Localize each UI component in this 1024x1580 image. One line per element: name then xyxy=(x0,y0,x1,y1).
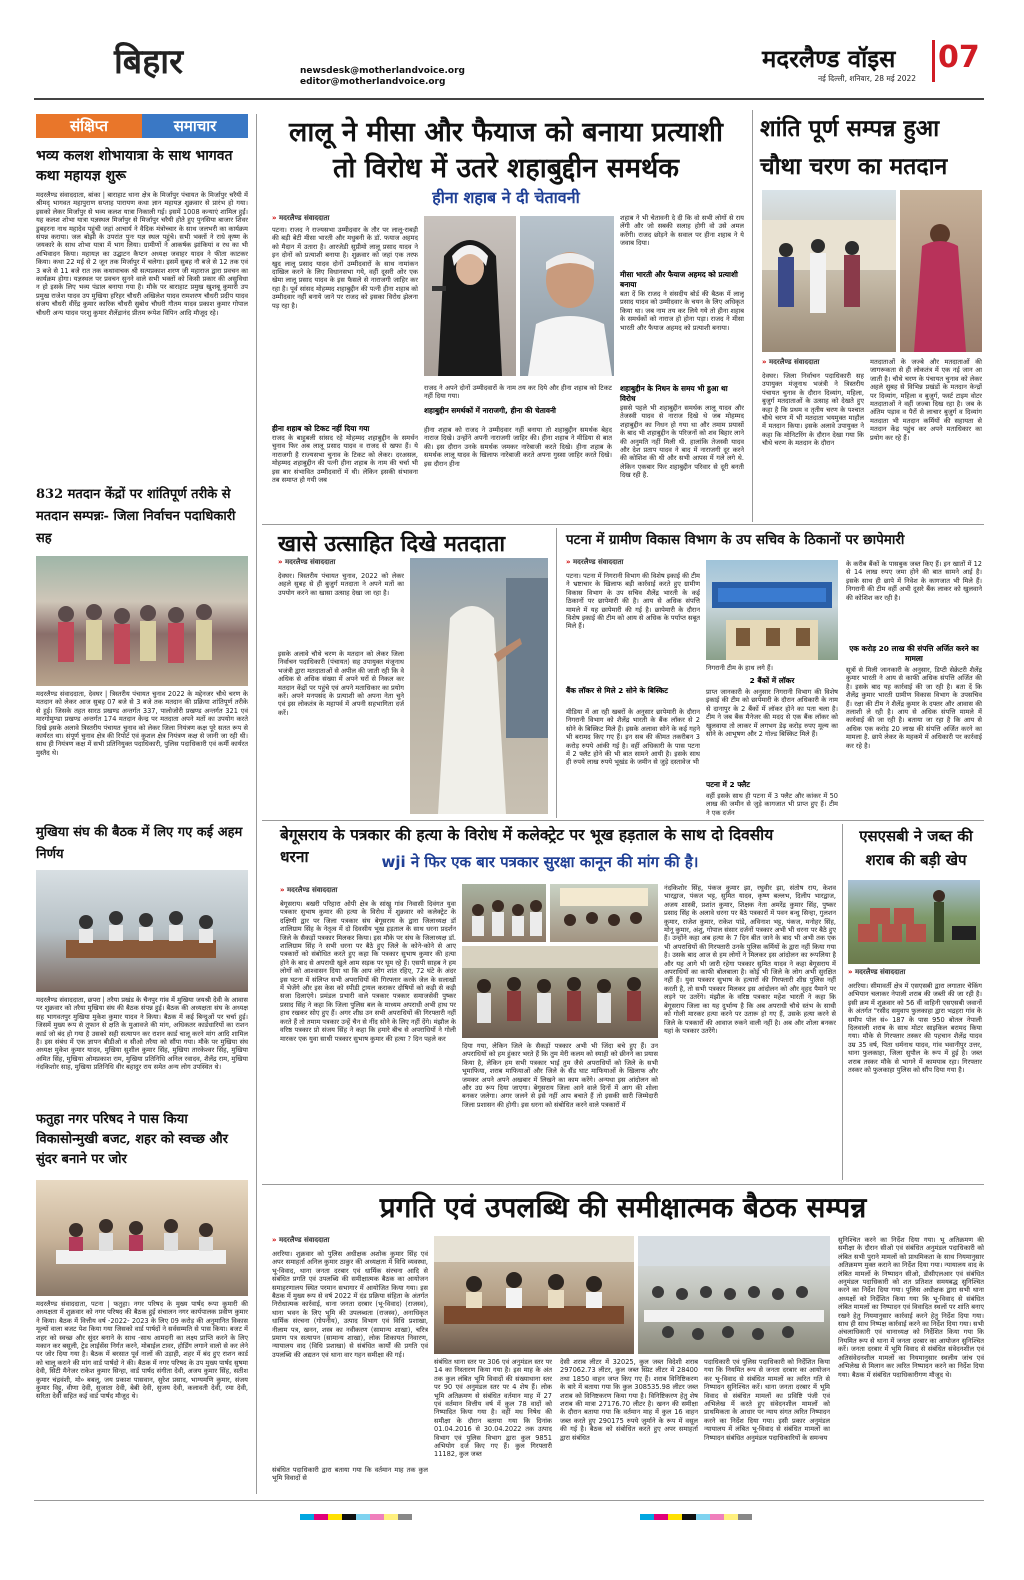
lead-col2-subhead: शहाबुद्दीन समर्थकों में नाराजगी, हीना की चेतावनी xyxy=(424,406,556,415)
sidebar-story-3-text: मदरलैण्ड संवाददाता, छपरा | तरैया प्रखंड के चैनपुर गांव में मुखिया जयश्री देवी के आवास पर शुक्रवार को तरैया मुखिया संघ की बैठक संपन्न हुई। बैठक की अध्यक्षता संघ के अध्यक्ष सह भागवतपुर मुखिया मुकेश कुमार यादव ने किया। बैठक में कई बिन्दुओं पर चर्चा हुई। जिसमें मुख्य रूप से तूफान से क्षति के मुआवजे की मांग, अधिकतर कार्डधारियों का राशन कार्ड जो बंद हो गया है उसको सही सत्यापन कर राशन कार्ड चालू करने मांग आदि शामिल है। इस संबंध में एक ज्ञापन बीडीओ व सीओ तरैया को सौंपा गया। मौके पर मुखिया संघ अध्यक्ष मुकेश कुमार यादव, मुखिया सुशील कुमार सिंह, मुखिया तारकेश्वर सिंह, मुखिया अमित सिंह, मुखिया ओमप्रकाश राम, मुखिया प्रतिनिधि अनिल रवादव, शैलेंद्र राम, मुखिया नंदकिशोर साह, मुखिया प्रतिनिधि वीर बहादुर राय समेत अन्य लोग उपस्थित थे। xyxy=(36,996,248,1072)
peace-headline: शांति पूर्ण सम्पन्न हुआ चौथा चरण का मतदान xyxy=(760,115,948,180)
heena-shahab-photo xyxy=(424,216,516,376)
review-col1-text: अररिया। शुक्रवार को पुलिस अधीक्षक अशोक कुमार सिंह एवं अपर समाहर्ता अनिल कुमार ठाकुर की अध्यक्षता में विधि व्यवस्था, भू-विवाद, थाना जनता दरबार एवं धार्मिक संरचना आदि से संबंधित प्रगति एवं उपलब्धि की समीक्षात्मक बैठक का आयोजन समाहरणालय स्थित परमान सभागार में आयोजित किया गया। इस बैठक में मुख्य रूप से वर्ष 2022 में दंड प्रक्रिया संहिता के अंतर्गत निरोधात्मक कार्रवाई, थाना जनता दरबार (भू-विवाद) (राजस्व), थाना भवन के लिए भूमि की उपलब्धता (राजस्व), अनाधिकृत धार्मिक संरचना (गोपनीय), उत्पाद विभाग एवं विधि प्रशाखा, नीलाम पत्र, खनन, शस्त्र का नवीकरण (सामान्य शाखा), चरित्र प्रमाण पत्र सत्यापन (सामान्य शाखा), लोक शिकायत निवारण, न्यायालय वाद (विधि प्रशाखा) से संबंधित कार्यों की प्रगति एवं उपलब्धि की अद्यतन एवं थाना वार गहन समीक्षा की गई। xyxy=(272,1250,428,1359)
print-registration-bar xyxy=(300,1514,412,1520)
lead-col3-text: शहाब ने भी चेतावनी दे दी कि वो सभी लोगों से राय लेंगी और जो सबकी सलाह होगी वो उसे अमल करेंगी। राजद छोड़ने के सवाल पर हीना शहाब ने ये जवाब दिया। xyxy=(620,214,744,248)
raid-col1-text: पटना। पटना में निगरानी विभाग की विशेष इकाई की टीम ने भ्रष्टाचार के खिलाफ बड़ी कार्रवाई करते हुए ग्रामीण विकास विभाग के उप सचिव शैलेंद्र भारती के कई ठिकानों पर छापेमारी की है। आय से अधिक संपत्ति मामले में यह छापेमारी की गई है। छापेमारी के दौरान विशेष इकाई की टीम को आय से अधिक के पर्याप्त सबूत मिले हैं। xyxy=(566,572,700,631)
header-rule xyxy=(34,98,984,100)
masthead-divider xyxy=(932,40,935,82)
lead-col3-subhead2: शहाबुद्दीन के निधन के समय भी हुआ था विरोध xyxy=(620,384,728,403)
ssb-text: अररिया। सीमावर्ती क्षेत्र में एसएसबी द्वारा लगातार चेकिंग अभियान चलाकर नेपाली शराब की जब्ती की जा रही है। इसी क्रम में शुक्रवार को 56 वीं वाहिनी एसएसबी जवानों के अंतर्गत "रसीद समुवाप फुलकाहा द्वारा भद्रहरा गांव के समीप पोल सं० 187 के पास 950 बोतल नेपाली दिलवाली शराब के साथ मोटर साइकिल बरामद किया गया। मौके से गिरफ्तार तस्कर की पहचान शैलेंद्र यादव उम्र 35 वर्ष, पिता धर्मनाथ यादव, गांव भवानीपुर उत्तर, थाना फुलकाहा, जिला सुपौल के रूप में हुई है। जब्त शराब तस्कर मौके से भागने में कामयाब रहा। गिरफ्तार तस्कर को फुलकाहा पुलिस को सौंप दिया गया है। xyxy=(848,982,982,1075)
ssb-byline: » मदरलैण्ड संवाददाता xyxy=(848,968,905,977)
review-col1b-text: संबंधित पदाधिकारी द्वारा बताया गया कि वर्तमान माह तक कुल भूमि विवादों से xyxy=(272,1466,428,1483)
sidebar-story-3-title: मुखिया संघ की बैठक में लिए गए कई अहम निर्णय xyxy=(36,825,243,862)
dateline: नई दिल्ली, शनिवार, 28 मई 2022 xyxy=(818,74,917,83)
email-editor[interactable]: editor@motherlandvoice.org xyxy=(300,77,446,87)
vigilance-bureau-photo xyxy=(706,560,838,660)
print-registration-bar xyxy=(640,1514,752,1520)
lead-col3-subhead: मीसा भारती और फैयाज अहमद को प्रत्याशी बनाया xyxy=(620,270,738,289)
footer-rule xyxy=(34,1500,984,1501)
raid-headline: पटना में ग्रामीण विकास विभाग के उप सचिव के ठिकानों पर छापेमारी xyxy=(566,532,905,548)
review-byline: » मदरलैण्ड संवाददाता xyxy=(272,1236,329,1245)
voters-headline: खासे उत्साहित दिखे मतदाता xyxy=(278,531,506,557)
section-rule xyxy=(262,820,984,821)
section-rule xyxy=(262,524,984,525)
ssb-headline: एसएसबी ने जब्त की शराब की बड़ी खेप xyxy=(859,827,973,869)
section-title: बिहार xyxy=(114,42,183,82)
lead-col1-text: पटना। राजद ने राज्यसभा उम्मीदवार के तौर पर लालू-राबड़ी की बड़ी बेटी मीसा भारती और मधुबनी के डॉ. फयाज अहमद को मैदान में उतारा है। आरजेडी सुप्रीमो लालू प्रसाद यादव ने इन दोनों को प्रत्याशी बनाया है। शुक्रवार को जहां एक तरफ खुद लालू प्रसाद यादव दोनों उम्मीदवारों के साथ नामांकन दाखिल करने के लिए विधानसभा गये, वहीं दूसरी ओर एक खेमा लालू प्रसाद यादव के इस फैसले से नाराजगी जाहिर कर रहा है। पूर्व सांसद मोहम्मद शहाबुद्दीन की पत्नी हीना शहाब को उम्मीदवार नहीं बनाये जाने पर राजद को इसका विरोध झेलना पड़ रहा है। xyxy=(272,226,418,310)
protest-photo-1 xyxy=(462,884,546,942)
begusarai-subhead: wji ने फिर एक बार पत्रकार सुरक्षा कानून की मांग की है। xyxy=(381,853,699,871)
review-col3-text: देसी शराब लीटर में 32025, कुल जब्त विदेशी शराब 297062.73 लीटर, कुल जब्त स्प्रिट लीटर में 28400 तथा 1850 वाहन जप्त किए गए हैं। शराब विनिष्टिकरण के बारे में बताया गया कि कुल 308535.98 लीटर जब्त शराब को विनिष्टकरण किया गया है। विनिष्टिकरण हेतु शेष शराब की मात्रा 27176.70 लीटर है। खनन की समीक्षा के दौरान बताया गया कि वर्तमान माह में कुल 16 वाहन जब्त करते हुए 290175 रुपये जुर्माने के रूप में वसूल की गई है। बैठक को संबोधित करते हुए अपर समाहर्ता द्वारा संबंधित xyxy=(560,1358,698,1442)
email-newsdesk[interactable]: newsdesk@motherlandvoice.org xyxy=(300,66,465,76)
page-number: 07 xyxy=(938,40,980,75)
review-col4-text: पदाधिकारी एवं पुलिस पदाधिकारी को निर्देशित किया गया कि नियमित रूप से जनता दरबार का आयोजन कर भू-विवाद से संबंधित मामलों का त्वरित गति से निष्पादन सुनिश्चित करें। थाना जनता दरबार में भूमि विवाद से संबंधित मामलों का प्रविष्टि पंजी एवं अभिलेख में करते हुए संवेदनशील मामलों को प्राथमिकता के आधार पर न्याय संगत त्वरित निष्पादन करने का निर्देश दिया गया। इसी प्रकार अनुमंडल न्यायालय में लंबित भू-विवाद से संबंधित मामलों का निष्पादन संबंधित अनुमंडल पदाधिकारियों के समन्वय xyxy=(704,1358,830,1442)
begusarai-headline: बेगूसराय के पत्रकार की हत्या के विरोध में कलेक्ट्रेट पर भूख हड़ताल के साथ दो दिवसीय धरना xyxy=(280,826,774,866)
polling-booth-photo-2 xyxy=(900,190,982,352)
sidebar-story-2-text: मदरलैण्ड संवाददाता, देवघर | त्रिस्तरीय पंचायत चुनाव 2022 के मद्देनजर चौथे चरण के मतदान को लेकर आज सुबह 07 बजे से 3 बजे तक मतदान की प्रक्रिया शांतिपूर्ण तरीके से हुई। जिसके तहत सारठ प्रखण्ड अन्तर्गत 337, पालोजोरी प्रखण्ड अन्तर्गत 321 एवं मारगोमुण्डा प्रखण्ड अन्तर्गत 174 मतदान केन्द्र पर मतदाता अपने मतों का उपयोग करते दिखे इसके अलावे त्रिस्तरीय पंचायत चुनाव को लेकर जिला नियंत्रण कक्ष पूरे सतत रूप से कार्यरत था। संपूर्ण चुनाव क्षेत्र की रिपोर्ट एवं कुशल क्षेत्र नियंत्रण कक्ष से जानी जा रही थी। साथ ही नियंत्रण कक्ष में सभी प्रतिनियुक्त पदाधिकारी, पुलिस पदाधिकारी एवं कर्मी कार्यरत मुस्तैद थे। xyxy=(36,690,248,757)
lead-subhead: हीना शहाब ने दी चेतावनी xyxy=(432,188,580,207)
section-rule xyxy=(262,1184,984,1185)
sidebar-story-1-title: भव्य कलश शोभायात्रा के साथ भागवत कथा महायज्ञ शुरू xyxy=(36,148,233,184)
raid-col2-subhead2: पटना में 2 फ्लैट xyxy=(706,780,751,789)
voters-text-1: देवघर। त्रिस्तरीय पंचायत चुनाव, 2022 को लेकर अहले सुबह से ही बुजुर्ग मतदाता ने अपने मतों का उपयोग करने का खासा उत्साह देखा जा रहा है। xyxy=(278,572,404,597)
raid-photo-caption: निगरानी टीम के हाथ लगे हैं। xyxy=(706,664,773,672)
raid-col3-text: के करीब बैंकों के पासबुक जब्त किए हैं। इन खातों में 12 से 14 लाख रुपए जमा होने की बात सामने आई है। इसके साथ ही छापे में निवेश के कागजात भी मिले हैं। निगरानी की टीम वहीं अभी दूसरे बैंक लाकर को खुलवाने की कोशिश कर रही है। xyxy=(846,560,982,602)
review-col5-text: सुनिश्चित करने का निर्देश दिया गया। भू अतिक्रमण की समीक्षा के दौरान सीओ एवं संबंधित अनुमंडल पदाधिकारी को लंबित सभी पुराने मामलों को प्राथमिकता के साथ नियमानुसार अतिक्रमण मुक्त कराने का निर्देश दिया गया। न्यायालय वाद के लंबित मामलों के निष्पादन सीओ, डीसीएलआर एवं संबंधित अनुमंडल पदाधिकारी को शत प्रतिशत समयबद्ध सुनिश्चित करने का निर्देश दिया गया। पुलिस अधीक्षक द्वारा सभी थाना अध्यक्षों को निर्देशित किया गया कि भू-विवाद से संबंधित लंबित मामलों का निष्पादन एवं विवादित स्थलों पर शांति बनाए रखने हेतु नियमानुसार कार्रवाई करने हेतु निर्देश दिया गया। साथ ही साथ निष्पक्ष कार्रवाई करने का निर्देश दिया गया। सभी अंचलाधिकारी एवं थानाध्यक्ष को निर्देशित किया गया कि नियमित रूप से थाना में जनता दरबार का आयोजन सुनिश्चित करें। जनता दरबार में भूमि विवाद से संबंधित संवेदनशील एवं अतिसंवेदनशील मामलों का नियमानुसार स्थलीय जांच एवं अभिलेख से मिलान कर त्वरित निष्पादन करने का निर्देश दिया गया। बैठक में संबंधित पदाधिकारीगण मौजूद थे। xyxy=(838,1236,984,1379)
raid-col2-subhead: 2 बैंकों में लॉकर xyxy=(749,676,795,685)
lalu-yadav-photo xyxy=(520,216,614,376)
lead-col1b-text: राजद के बाहुबली सांसद रहे मोहम्मद शहाबुद्दीन के समर्थन चुनाव फिर अब लालू प्रसाद यादव व राजद से खफा हैं। ये नाराजगी है राज्यसभा चुनाव के टिकट को लेकर। दरअसल, मोहम्मद शहाबुद्दीन की पत्नी हीना शहाब के नाम की चर्चा भी इस बार संभावित उम्मीदवारों में थी। लेकिन इसकी संभावना तब समाप्त हो गयी जब xyxy=(272,434,418,485)
sidebar-ribbon xyxy=(36,114,248,138)
sidebar-story-2-title: 832 मतदान केंद्रों पर शांतिपूर्ण तरीके से मतदान सम्पन्नः- जिला निर्वाचन पदाधिकारी सह xyxy=(36,487,236,546)
lead-col1-subhead: हीना शहाब को टिकट नहीं दिया गया xyxy=(272,424,370,433)
lead-col3c-text: इससे पहले भी शहाबुद्दीन समर्थक लालू यादव और तेजस्वी यादव से नाराज दिखे थे जब मोहम्मद शहाबुद्दीन का निधन हो गया था और तमाम प्रयासों के बाद भी शहाबुद्दीन के परिजनों को शव बिहार लाने की अनुमति नहीं मिली थी. हालांकि तेजस्वी यादव और देश प्रताप यादव ने बाद में नाराजगी दूर करने की कोशिश की थी और सभी आपस में गले लगे थे. लेकिन एकबार फिर शहाबुद्दीन परिवार से दूरी बनती दिख रही है. xyxy=(620,404,744,480)
column-divider xyxy=(752,110,753,522)
review-meeting-photo-2 xyxy=(638,1236,830,1354)
lead-col2b-text: हीना शहाब को राजद ने उम्मीदवार नहीं बनाया तो शहाबुद्दीन समर्थक बेहद नाराज दिखे। उन्होंने अपनी नाराजगी जाहिर की। हीना शहाब ने मीडिया से बात की। इस दौरान उनके समर्थक जमकर नारेबाजी करते दिखे। हीना शहाब के समर्थक लालू यादव के खिलाफ नारेबाजी करते अपना गुस्सा जाहिर करते दिखे। इस दौरान हीना xyxy=(424,426,612,468)
lead-col2-text: राजद ने अपने दोनों उम्मीदवारों के नाम तय कर दिये और हीना शहाब को टिकट नहीं दिया गया। xyxy=(424,384,612,401)
nagar-parishad-photo xyxy=(36,1180,248,1296)
seized-liquor-photo xyxy=(848,880,980,964)
raid-col1-subhead: बैंक लॉकर से मिले 2 सोने के बिस्किट xyxy=(566,686,669,695)
raid-byline: » मदरलैण्ड संवाददाता xyxy=(566,558,623,567)
peace-byline: » मदरलैण्ड संवाददाता xyxy=(762,358,819,367)
protest-photo-3 xyxy=(462,946,658,1038)
lead-byline: » मदरलैण्ड संवाददाता xyxy=(272,214,329,223)
protest-photo-2 xyxy=(550,884,658,942)
voters-text-2: इसके अलावे चौथे चरण के मतदान को लेकर जिला निर्वाचन पदाधिकारी (पंचायत) सह उपायुक्त मंजूनाथ भजंत्री द्वारा मतदाताओं से अपील की जाती रही कि वे अधिक से अधिक संख्या में अपने घरों से निकल कर मतदान केंद्रों पर पहुंचे एवं अपने मताधिकार का प्रयोग करें। अपने मनपसंद के प्रत्याशी को अपना नेता चुने एवं इस लोकतंत्र के महापर्व में अपनी सहभागिता दर्ज करें। xyxy=(278,650,404,717)
polling-booth-photo-1 xyxy=(762,190,896,352)
lead-col3b-text: बता दें कि राजद ने संसदीय बोर्ड की बैठक में लालू प्रसाद यादव को उम्मीदवार के चयन के लिए अधिकृत किया था। जब नाम तय कर लिये गये तो हीना शहाब के समर्थकों को नाराज हो होना पड़ा। राजद ने मीसा भारती और फैयाज अहमद को प्रत्याशी बनाया। xyxy=(620,290,744,332)
begusarai-col1-text: बेगूसराय। बखरी परिहारा ओपी क्षेत्र के सांखु गांव निवासी दिवंगत युवा पत्रकार सुभाष कुमार की हत्या के विरोध में शुक्रवार को कलेक्ट्रेट के दक्षिणी द्वार पर जिला पत्रकार संघ बेगूसराय के द्वारा जिलाध्यक्ष डॉ शालिग्राम सिंह के नेतृत्व में दो दिवसीय भूख हड़ताल के साथ धरना प्रदर्शन जिले के सैकड़ों पत्रकार मिलकर किया। इस मौके पर संघ के जिलाध्यक्ष डॉ. शालिग्राम सिंह ने सभी धरना पर बैठे हुए जिले के कोने-कोने से आए पत्रकारों को संबोधित करते हुए कहा कि पत्रकार सुभाष कुमार की हत्या होने के बाद से अपराधी खुले आम सड़क पर घूम रहे हैं। एसपी साहब ने हम लोगों को आश्वासन दिया था कि आप लोग शांत रहिए, 72 घंटे के अंदर इस घटना में संलिप्त सभी अपराधियों की गिरफ्तार करके जेल के सलाखों में भेजेंगे और इस केस को स्पीडी ट्रायल कराकर दोषियों को कड़ी से कड़ी सजा दिलाएंगे। प्रमंडल प्रभारी वाले पत्रकार पत्रकार समाजसेवी पुष्कर प्रसाद सिंह ने कहा कि जिला पुलिस बल के माध्यम अपराधी अभी हाथ पर हाथ रखकर सोए हुए हैं। अगर शीघ्र उन सभी अपराधियों की गिरफ्तारी नहीं करते हैं तो तमाम पत्रकार उन्हें चैन से नींद सोने के लिए नहीं देंगे। मंझौल के वरिष्ठ पत्रकार प्रो संजय सिंह ने कहा कि हमारे बीच से अपराधियों ने गोली मारकर एक युवा साथी पत्रकार सुभाष कुमार की हत्या ? दिन पहले कर xyxy=(280,900,456,1043)
review-meeting-photo-1 xyxy=(434,1236,634,1354)
column-divider xyxy=(842,824,843,1180)
masthead: मदरलैण्ड वॉइस xyxy=(762,44,896,73)
sidebar-story-1-text: मदरलैण्ड संवाददाता, बांका | बाराहाट थाना क्षेत्र के मिर्जापुर पंचायत के मिर्जापुर चरैयी में श्रीमद् भागवत महापुराण सप्ताह पारायण कथा ज्ञान महायज्ञ शुक्रवार से प्रारंभ हो गया। इसको लेकर मिर्जापुर से भव्य कलश यात्रा निकाली गई। इसमें 1008 कन्याएं शामिल हुईं। यह कलश शोभा यात्रा यज्ञस्थल मिर्जापुर से मिर्जापुर चरैयी होते हुए पुनसिया बाजार शिवर डुबहरना नाथ महादेव पहुंची जहां आचार्य ने वैदिक मंत्रोच्चार के साथ जलभरी का कार्यक्रम संपन्न कराया। जल बोझी के उपरांत पुनः यज्ञ स्थल पहुंचे। सभी भक्तों ने राधे कृष्ण के जयकारे के साथ शोभा यात्रा में भाग लिया। ग्रामीणों ने आकर्षक झांकियां व रथ का भी अभिवादन किया। महायज्ञ का उद्घाटन कैप्टन अध्यक्ष जवाहर यादव ने फीता काटकर किया। कथा 22 मई से 2 जून तक मिर्जापुर में चलेगा। इसमें सुबह नौ बजे से 12 तक एवं 3 बजे से 11 बजे रात तक कथावाचक श्री सत्यप्रकाश शरण जी महाराज द्वारा प्रवचन का कार्यक्रम होगा। यज्ञस्थल पर प्रवचन सुनने वाले सभी भक्तों को किसी प्रकार की असुविधा न हो इसके लिए भव्य पंडाल बनाया गया है। मौके पर बाराहाट प्रमुख खुशबू कुमारी उप प्रमुख राजेश यादव उप मुखिया हरिहर चौधरी अखिलेश यादव रामशरण चौधरी प्रदीप यादव संजय चौधरी वीरेंद्र कुमार कारिक चौधरी सुबोध चौधरी गौतम यादव प्रकाश कुमार गोपाल चौधरी अन्य यादव परशु कुमार शैलेंद्रानंद प्रीतम रूपेश विपिन आदि मौजूद रहे। xyxy=(36,191,248,317)
begusarai-col3-text: नंदकिशोर सिंह, पंकज कुमार झा, रघुवीर झा, संतोष राय, केशव भारद्वाज, पंकज भट्ट, सुमित यादव, कृष्ण बल्लभ, दिलीप भारद्वाज, अजय शास्त्री, प्रशांत कुमार, शिक्षक नेता अमरेंद्र कुमार सिंह, पुष्कर प्रसाद सिंह के अलावे धरना पर बैठे पत्रकारों में पवन बन्धु सिन्हा, गुलशन कुमार, राजेश कुमार, राकेश पांडे, अविनाश भट्ट, पंकज, मनोहर सिंह, मोनू कुमार, अंशु, गोपाल संसार दर्जनों पत्रकार अभी भी धरना पर बैठे हुए हैं। उन्होंने कहा अब हत्या के 7 दिन बीत जाने के बाद भी अभी तक एक भी अपराधियों की गिरफ्तारी उनके पुलिस कर्मियों के द्वारा नहीं किया गया है। उसके बाद आज से हम लोगों ने मिलकर इस आंदोलन का रूपलिया है और यह आगे भी जारी रहेगा पत्रकार सुमित यादव ने कहा बेगूसराय में अपराधियों का काफी बोलबाला है। कोई भी जिले के लोग अभी सुरक्षित नहीं हैं। युवा पत्रकार सुभाष के हत्यारों की गिरफ्तारी शीघ्र पुलिस नहीं करती है, तो सभी पत्रकार मिलकर इस आंदोलन को और वृहद पैमाने पर लड़ने पर उतरेंगे। मंझौल के वरिष्ठ पत्रकार महेश भारती ने कहा कि बेगूसराय जिला का यह दुर्भाग्य है कि अब अपराधी चौथे स्तंभ के साथी को गोली मारकर हत्या करने पर उतारू हो गए हैं, उसके हत्या करने से जिले के पत्रकारों की आवाज रुकने वाली नहीं है। अब और शोला बनकर यहां के पत्रकार उतरेंगे। xyxy=(664,884,836,1035)
mukhiya-meeting-photo xyxy=(36,870,248,992)
peace-col1-text: देवघर। जिला निर्वाचन पदाधिकारी सह उपायुक्त मंजूनाथ भजंत्री ने त्रिस्तरीय पंचायत चुनाव के दौरान दिव्यांग, महिला, बुजुर्ग मतदाताओं के उत्साह को देखते हुए कहा है कि प्रथम व तृतीय चरण के पश्चात चौथे चरण में भी मतदाता भयमुक्त माहौल में मतदान किया। इसके अलावे उपायुक्त ने कहा कि मोनिटरिंग के दौरान देखा गया कि चौथे चरण के मतदान के दौरान xyxy=(762,372,864,448)
begusarai-byline: » मदरलैण्ड संवाददाता xyxy=(280,886,337,895)
review-col2-text: संबंधित थाना स्तर पर 306 एवं अनुमंडल स्तर पर 14 का निस्तारण किया गया है। इस माह के अंत तक कुल लंबित भूमि विवादों की संख्याथाना स्तर पर 90 एवं अनुमंडल स्तर पर 4 शेष हैं। लोक भूमि अतिक्रमण से संबंधित वर्तमान माह में 27 एवं वर्तमान वित्तीय वर्ष में कुल 78 वादों को निष्पादित किया गया है। वहीं मध निषेध की समीक्षा के दौरान बताया गया कि दिनांक 01.04.2016 से 30.04.2022 तक उत्पाद विभाग एवं पुलिस विभाग द्वारा कुल 9851 अभियोग दर्ज किए गए हैं। कुल गिरफ्तारी 11182, कुल जब्त xyxy=(434,1358,552,1459)
polling-queue-photo xyxy=(36,556,248,686)
raid-col3b-text: सूत्रों से मिली जानकारी के अनुसार, डिप्टी सेक्रेटरी शैलेंद्र कुमार भारती ने आय से काफी अधिक संपत्ति अर्जित की है। इसके बाद यह कार्रवाई की जा रही है। बता दें कि शैलेंद्र कुमार भारती ग्रामीण विकास विभाग के उपसचिव हैं। रक्षा की टीम ने शैलेंद्र कुमार के दफ्तर और आवास की तलाशी ले रही है। आय से अधिक संपत्ति मामले में कार्रवाई की जा रही है। बताया जा रहा है कि आय से अधिक एक करोड़ 20 लाख की संपत्ति अर्जित करने का मामला है. छापे लेकर के महकमे में अधिकारी पर कार्रवाई कर रहे है। xyxy=(846,666,982,750)
ribbon-label-b: समाचार xyxy=(142,114,248,138)
lead-headline-line1: लालू ने मीसा और फैयाज को बनाया प्रत्याशी xyxy=(289,117,723,148)
raid-col2b-text: वहीं इसके साथ ही पटना में 3 फ्लैट और कांकर में 50 लाख की जमीन से जुड़े कागजात भी प्राप्त हुए हैं। टीम ने एक दर्जन xyxy=(706,792,838,817)
voters-byline: » मदरलैण्ड संवाददाता xyxy=(278,558,335,567)
sidebar-story-4-title: फतुहा नगर परिषद ने पास किया विकासोन्मुखी बजट, शहर को स्वच्छ और सुंदर बनाने पर जोर xyxy=(36,1112,228,1167)
raid-col1b-text: मीडिया में आ रही खबरों के अनुसार छापेमारी के दौरान निगरानी विभाग को शैलेंद्र भारती के बैंक लॉकर से 2 सोने के बिस्किट मिले हैं। इसके अलावा सोने के कई गहने भी बरामद किए गए हैं। इन सब की कीमत तकरीबन 3 करोड़ रुपये आंकी गई है। वहीं अधिकारी के पास पटना में 2 फ्लैट होने की भी बात सामने आयी है। इसके साथ ही रुपये लाख रुपये भूखंड के जमीन से जुड़े दस्तावेज भी xyxy=(566,708,700,767)
column-divider xyxy=(256,114,257,1494)
elderly-voter-photo xyxy=(410,558,548,814)
review-headline: प्रगति एवं उपलब्धि की समीक्षात्मक बैठक सम्पन्न xyxy=(379,1191,867,1224)
raid-col3-subhead: एक करोड़ 20 लाख की संपत्ति अर्जित करने का मामला xyxy=(849,644,979,663)
raid-col2-text: प्राप्त जानकारी के अनुसार निगरानी विभाग की विशेष इकाई की टीम को छापेमारी के दौरान अधिकारी के नाम से दानापुर के 2 बैंकों में लॉकर होने का पता चला है। टीम ने जब बैंक मैनेजर की मदद से एक बैंक लॉकर को खुलवाया तो लाकर में लगभग डेढ़ करोड़ रुपए मूल्य का सोने के आभूषण और 2 गोल्ड बिस्किट मिले हैं। xyxy=(706,688,838,739)
lead-headline-line2: तो विरोध में उतरे शहाबुद्दीन समर्थक xyxy=(333,153,679,184)
peace-col2-text: मतदाताओं के जज्बे और मतदाताओं की जागरूकता से ही लोकतंत्र में एक नई जान आ जाती है। चौथे चरण के पंचायत चुनाव को लेकर अहले सुबह से विभिन्न प्रखंडों के मतदान केन्द्रों पर दिव्यांग, महिला व बुजुर्ग, फर्स्ट टाइम वोटर मतदाताओं ने वहीं जज्बा दिख रहा है। जब के अंतिम पड़ाव व पैरों से लाचार बुजुर्ग व दिव्यांग मतदाता भी मतदान कर्मियों की सहायता से मतदान केंद्र पहुंच कर अपने मताधिकार का प्रयोग कर रहे हैं। xyxy=(870,358,982,442)
column-divider xyxy=(556,528,557,818)
sidebar-story-4-text: मदरलैण्ड संवाददाता, पटना | फतुहा। नगर परिषद के मुख्य पार्षद रूपा कुमारी की अध्यक्षता में शुक्रवार को नगर परिषद की बैठक हुई संचालन नगर कार्यपालक प्रवीण कुमार ने किया। बैठक में वित्तीय वर्ष -2022- 2023 के लिए 09 करोड़ की अनुमानित विकास मूल्यों वाला बजट पेश किया गया जिसको वार्ड पार्षदों ने सर्वसम्मति से पास किया। बजट में शहर को स्वच्छ और सुंदर बनाने के साथ -साथ आमदनी का लक्ष्य प्राप्ति करने के लिए मकान कर बसूली, ट्रेड लाईसेंस निर्गत करने, मोबाईल टावर, होर्डिंग लगाने वालो से कर लेने पर जोर दिया गया है। बैठक में बरसात पूर्व नालों की उड़ाही, शहर में बंद हुए राशन कार्ड को चालू कराने की मांग वार्ड पार्षदो ने की। बैठक में नगर परिषद के उप मुख्य पार्षद सुषमा देवी, सिटी मैनेजर राकेश कुमार सिन्हा, वार्ड पार्षद संगीता देवी, अजय कुमार सिंह, सतीश कुमार चंद्रवंशी, मो० बबलू, जय प्रकाश पासवान, सुरेश प्रसाद, भाग्यमणि कुमार, संजय कुमार विट्टू, वीणा देवी, सुजाता देवी, बेबी देवी, सुजय देवी, कलावती देवी, रमा देवी, सरिता देवी सहित कई वार्ड पार्षद मौजूद थे। xyxy=(36,1300,248,1401)
ribbon-label-a: संक्षिप्त xyxy=(36,114,142,138)
begusarai-col2-text: दिया गया, लेकिन जिले के सैकड़ों पत्रकार अभी भी जिंदा बचे हुए हैं। उन अपराधियों को हम हुंकार भरते हैं कि तुम मेरी कलम को स्याही को छीनने का प्रयास किया है, लेकिन हम सभी पत्रकार भाई तुम जैसे अपराधियों को जिले के सभी भूमाफिया, शराब माफियाओं और जिले के सैंड घाट माफियाओं के खिलाफ और जमकर अपने अपने अखबार में लिखने का काम करेंगे। अन्यथा इस आंदोलन को और उग्र रूप दिया जाएगा। बेगूसराय जिला आने वाले दिनों में आग की शोला बनकर जलेगा। अगर जलने से इसे नहीं आप बचाते हैं तो इसकी सारी जिम्मेदारी जिला प्रशासन की होगी। इस धरना को संबोधित करने वाले पत्रकारों में xyxy=(462,1042,658,1109)
